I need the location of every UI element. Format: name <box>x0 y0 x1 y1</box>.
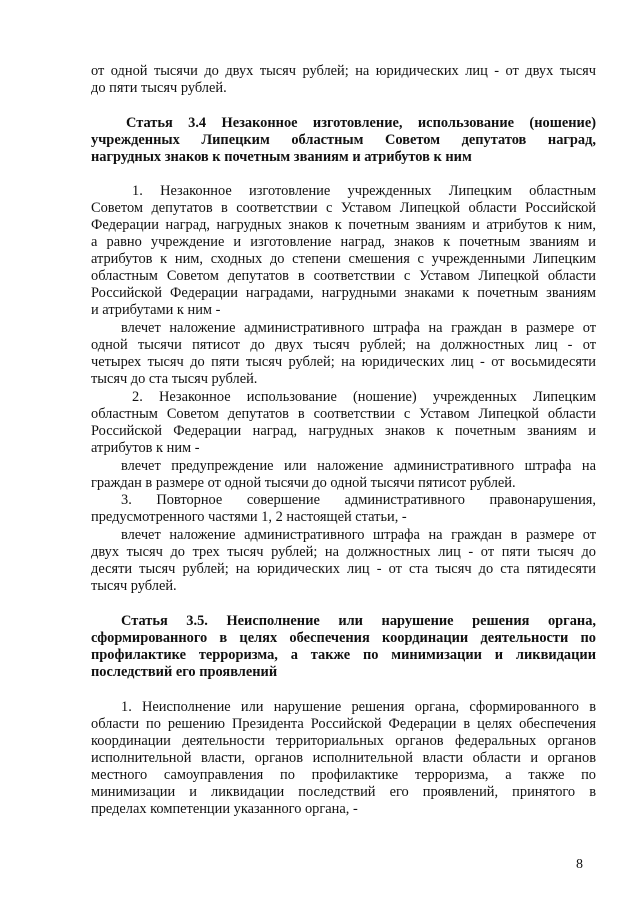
text-line: влечет наложение административного штрафа на граждан в размере от <box>121 527 596 543</box>
text-line: пределах компетенции указанного органа, - <box>91 801 358 817</box>
text-line: четырех тысяч до пяти тысяч рублей; на юридических лиц - от восьмидесяти <box>91 354 596 370</box>
text-line: исполнительной власти, органов исполнительной власти области и органов <box>91 750 596 766</box>
text-line: местного самоуправления по профилактике терроризма, а также по <box>91 767 596 783</box>
text-line: Советом депутатов в соответствии с Уставом Липецкой области Российской <box>91 200 596 216</box>
text-line: атрибутов к ним - <box>91 440 200 456</box>
text-line: предусмотренного частями 1, 2 настоящей статьи, - <box>91 509 407 525</box>
article-3-5-heading: сформированного в целях обеспечения координации деятельности по <box>91 630 596 646</box>
text-line: одной тысячи пятисот до двух тысяч рублей; на должностных лиц - от <box>91 337 596 353</box>
text-line: областным Советом депутатов в соответствии с Уставом Липецкой области <box>91 268 596 284</box>
text-line: влечет предупреждение или наложение административного штрафа на <box>121 458 596 474</box>
text-line: 1. Неисполнение или нарушение решения органа, сформированного в <box>121 699 596 715</box>
text-line: тысяч рублей. <box>91 578 177 594</box>
page-number: 8 <box>576 857 583 872</box>
text-line: 1. Незаконное изготовление учрежденных Липецким областным <box>132 183 596 199</box>
text-line: десяти тысяч рублей; на юридических лиц - от ста тысяч до ста пятидесяти <box>91 561 596 577</box>
text-line: граждан в размере от одной тысячи до одной тысячи пятисот рублей. <box>91 475 516 491</box>
text-line: влечет наложение административного штрафа на граждан в размере от <box>121 320 596 336</box>
text-line: двух тысяч до трех тысяч рублей; на должностных лиц - от пяти тысяч до <box>91 544 596 560</box>
article-3-4-heading: Статья 3.4 Незаконное изготовление, использование (ношение) <box>126 115 596 131</box>
article-3-5-heading: Статья 3.5. Неисполнение или нарушение решения органа, <box>121 613 596 629</box>
text-line: минимизации и ликвидации последствий его проявлений, принятого в <box>91 784 596 800</box>
text-line: Федерации наград, нагрудных знаков к почетным званиям и атрибутов к ним, <box>91 217 596 233</box>
text-line: 2. Незаконное использование (ношение) учрежденных Липецким <box>132 389 596 405</box>
text-line: 3. Повторное совершение административного правонарушения, <box>121 492 596 508</box>
text-line: до пяти тысяч рублей. <box>91 80 227 96</box>
text-line: и атрибутами к ним - <box>91 302 221 318</box>
text-line: областным Советом депутатов в соответствии с Уставом Липецкой области <box>91 406 596 422</box>
article-3-5-heading: последствий его проявлений <box>91 664 278 680</box>
text-line: а равно учреждение и изготовление наград, знаков к почетным званиям и <box>91 234 596 250</box>
article-3-4-heading: учрежденных Липецким областным Советом депутатов наград, <box>91 132 596 148</box>
text-line: координации деятельности территориальных органов федеральных органов <box>91 733 596 749</box>
text-line: атрибутов к ним, сходных до степени смешения с учрежденными Липецким <box>91 251 596 267</box>
article-3-4-heading: нагрудных знаков к почетным званиям и атрибутов к ним <box>91 149 472 165</box>
text-line: от одной тысячи до двух тысяч рублей; на юридических лиц - от двух тысяч <box>91 63 596 79</box>
text-line: Российской Федерации наградами, нагрудными знаками к почетным званиям <box>91 285 596 301</box>
article-3-5-heading: профилактике терроризма, а также по минимизации и ликвидации <box>91 647 596 663</box>
text-line: области по решению Президента Российской Федерации в целях обеспечения <box>91 716 596 732</box>
text-line: Российской Федерации наград, нагрудных знаков к почетным званиям и <box>91 423 596 439</box>
text-line: тысяч до ста тысяч рублей. <box>91 371 258 387</box>
